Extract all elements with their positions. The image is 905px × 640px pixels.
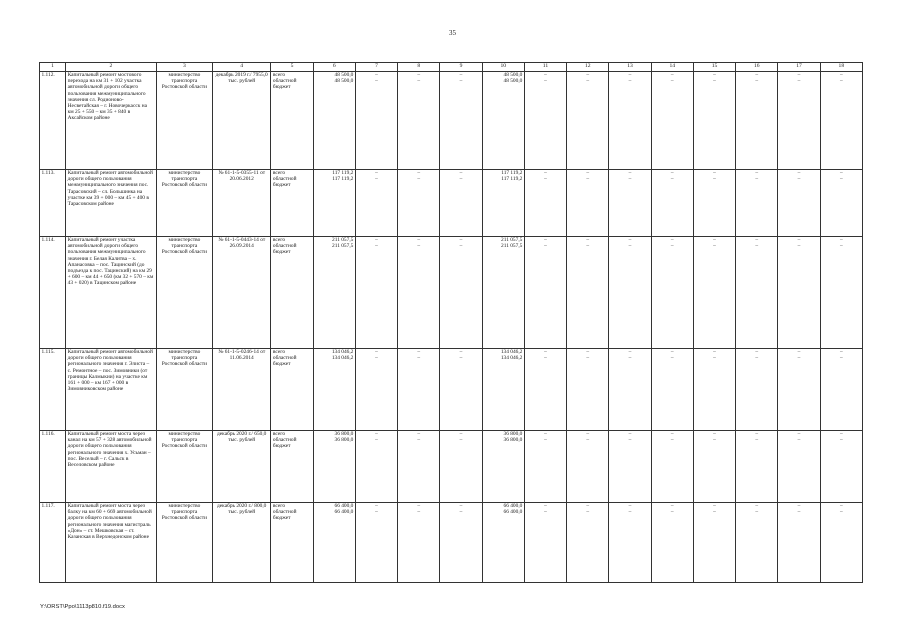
row-cell-15: – –: [693, 503, 735, 583]
row-cell-13: – –: [609, 237, 651, 349]
row-cell-16: – –: [736, 170, 778, 237]
row-cell-12: – –: [567, 237, 609, 349]
row-cell-18: – –: [820, 237, 862, 349]
row-number: 1.116.: [40, 431, 66, 503]
row-executor: министерство транспорта Ростовской области: [156, 170, 212, 237]
row-cell-18: – –: [820, 170, 862, 237]
row-sources: всего областной бюджет: [271, 503, 313, 583]
row-description: Капитальный ремонт участка автомобильной дороги общего пользования межмуниципального значения г. Белая Калитва – х. Апанасовка – пос. Тацинский (до подъезда к пос. Тацинский) на км 29 + 600 – км 44 + 650 (км 32 + 570 – км 43 + 020) в Тацинском районе: [66, 237, 157, 349]
row-executor: министерство транспорта Ростовской области: [156, 237, 212, 349]
column-header: 2: [66, 63, 157, 72]
row-cell-7: – –: [355, 72, 397, 170]
row-cell-14: – –: [651, 72, 693, 170]
row-executor: министерство транспорта Ростовской области: [156, 503, 212, 583]
row-cell-14: – –: [651, 349, 693, 431]
row-cell-7: – –: [355, 503, 397, 583]
row-cell-7: – –: [355, 431, 397, 503]
row-cell-16: – –: [736, 72, 778, 170]
column-header: 4: [213, 63, 271, 72]
row-contract: № 61-1-5-0443-14 от 26.09.2014: [213, 237, 271, 349]
row-cell-18: – –: [820, 349, 862, 431]
row-cell-6: 48 500,0 48 500,0: [313, 72, 355, 170]
row-cell-8: – –: [398, 72, 440, 170]
row-executor: министерство транспорта Ростовской области: [156, 349, 212, 431]
row-cell-10: 66 400,0 66 400,0: [482, 503, 524, 583]
row-cell-13: – –: [609, 349, 651, 431]
row-number: 1.115.: [40, 349, 66, 431]
row-cell-18: – –: [820, 72, 862, 170]
row-sources: всего областной бюджет: [271, 170, 313, 237]
row-cell-17: – –: [778, 431, 820, 503]
row-cell-10: 36 800,0 36 800,0: [482, 431, 524, 503]
row-cell-11: – –: [524, 72, 566, 170]
column-header: 1: [40, 63, 66, 72]
row-cell-10: 211 057,5 211 057,5: [482, 237, 524, 349]
row-cell-17: – –: [778, 237, 820, 349]
row-cell-8: – –: [398, 503, 440, 583]
row-cell-9: – –: [440, 72, 482, 170]
column-header: 9: [440, 63, 482, 72]
row-cell-9: – –: [440, 170, 482, 237]
row-sources: всего областной бюджет: [271, 237, 313, 349]
row-contract: декабрь 2020 г./ 800,0 тыс. рублей: [213, 503, 271, 583]
row-cell-7: – –: [355, 349, 397, 431]
column-header: 13: [609, 63, 651, 72]
budget-table: [39, 62, 863, 583]
row-cell-14: – –: [651, 170, 693, 237]
row-cell-13: – –: [609, 72, 651, 170]
row-cell-17: – –: [778, 72, 820, 170]
table-row: [40, 237, 863, 349]
row-cell-14: – –: [651, 431, 693, 503]
row-cell-6: 117 119,2 117 119,2: [313, 170, 355, 237]
row-description: Капитальный ремонт моста через балку на км 60 + 669 автомобильной дороги общего пользования регионального значения магистраль «Дон» – ст. Мешковская – ст. Казанская в Верхнедонском районе: [66, 503, 157, 583]
row-cell-12: – –: [567, 349, 609, 431]
row-cell-16: – –: [736, 503, 778, 583]
row-cell-11: – –: [524, 503, 566, 583]
row-cell-13: – –: [609, 503, 651, 583]
row-cell-11: – –: [524, 431, 566, 503]
row-contract: № 61-1-5-0246-14 от 11.06.2014: [213, 349, 271, 431]
column-header: 17: [778, 63, 820, 72]
column-header: 12: [567, 63, 609, 72]
row-cell-10: 117 119,2 117 119,2: [482, 170, 524, 237]
row-cell-6: 36 800,0 36 800,0: [313, 431, 355, 503]
column-header: 3: [156, 63, 212, 72]
column-header: 14: [651, 63, 693, 72]
row-cell-9: – –: [440, 431, 482, 503]
row-cell-17: – –: [778, 349, 820, 431]
row-executor: министерство транспорта Ростовской области: [156, 431, 212, 503]
row-cell-9: – –: [440, 349, 482, 431]
row-cell-8: – –: [398, 170, 440, 237]
column-header: 10: [482, 63, 524, 72]
row-executor: министерство транспорта Ростовской области: [156, 72, 212, 170]
row-cell-6: 211 057,5 211 057,5: [313, 237, 355, 349]
table-row: [40, 503, 863, 583]
row-contract: № 61-1-5-0355-11 от 20.06.2012: [213, 170, 271, 237]
row-cell-11: – –: [524, 349, 566, 431]
row-cell-8: – –: [398, 237, 440, 349]
page-number: 35: [449, 29, 456, 37]
row-cell-10: 48 500,0 48 500,0: [482, 72, 524, 170]
row-cell-6: 134 046,2 134 046,2: [313, 349, 355, 431]
row-cell-17: – –: [778, 503, 820, 583]
row-cell-12: – –: [567, 503, 609, 583]
row-number: 1.114.: [40, 237, 66, 349]
row-cell-16: – –: [736, 349, 778, 431]
table-row: [40, 431, 863, 503]
row-cell-15: – –: [693, 170, 735, 237]
row-cell-7: – –: [355, 170, 397, 237]
row-cell-11: – –: [524, 170, 566, 237]
table-row: [40, 72, 863, 170]
row-cell-18: – –: [820, 503, 862, 583]
row-cell-10: 134 046,2 134 046,2: [482, 349, 524, 431]
row-cell-16: – –: [736, 237, 778, 349]
row-cell-12: – –: [567, 170, 609, 237]
row-contract: декабрь 2019 г./ 7955,0 тыс. рублей: [213, 72, 271, 170]
row-description: Капитальный ремонт мостового перехода на км 31 + 102 участка автомобильной дороги общего пользования межмуниципального значения сл. Родионово-Несветайская – г. Новочеркасск на км 25 + 550 – км 35 + 840 в Аксайском районе: [66, 72, 157, 170]
column-header: 16: [736, 63, 778, 72]
row-cell-14: – –: [651, 503, 693, 583]
row-cell-15: – –: [693, 237, 735, 349]
row-cell-8: – –: [398, 431, 440, 503]
table-row: [40, 349, 863, 431]
row-number: 1.117.: [40, 503, 66, 583]
column-header: 18: [820, 63, 862, 72]
column-header: 8: [398, 63, 440, 72]
row-sources: всего областной бюджет: [271, 431, 313, 503]
row-cell-13: – –: [609, 170, 651, 237]
row-number: 1.113.: [40, 170, 66, 237]
row-description: Капитальный ремонт автомобильной дороги общего пользования межмуниципального значения пос. Тарасовский – сл. Большинка на участке км 39 + 000 – км 45 + 400 в Тарасовском районе: [66, 170, 157, 237]
table-row: [40, 170, 863, 237]
column-number-row: [40, 63, 863, 72]
row-cell-11: – –: [524, 237, 566, 349]
row-cell-16: – –: [736, 431, 778, 503]
column-header: 6: [313, 63, 355, 72]
footer-file-path: Y:\ORST\Ppo\1113p810.f19.docx: [40, 604, 125, 610]
row-cell-13: – –: [609, 431, 651, 503]
row-description: Капитальный ремонт автомобильной дороги общего пользования регионального значения г. Элиста – с. Ремонтное – пос. Зимовники (от границы Калмыкии) на участке км 161 + 000 – км 167 + 000 в Зимовниковском районе: [66, 349, 157, 431]
row-cell-15: – –: [693, 431, 735, 503]
row-cell-8: – –: [398, 349, 440, 431]
row-cell-6: 66 400,0 66 400,0: [313, 503, 355, 583]
row-sources: всего областной бюджет: [271, 72, 313, 170]
row-cell-12: – –: [567, 72, 609, 170]
column-header: 5: [271, 63, 313, 72]
column-header: 11: [524, 63, 566, 72]
row-cell-14: – –: [651, 237, 693, 349]
row-cell-9: – –: [440, 237, 482, 349]
column-header: 7: [355, 63, 397, 72]
row-cell-15: – –: [693, 349, 735, 431]
row-cell-15: – –: [693, 72, 735, 170]
row-number: 1.112.: [40, 72, 66, 170]
column-header: 15: [693, 63, 735, 72]
row-cell-18: – –: [820, 431, 862, 503]
row-cell-7: – –: [355, 237, 397, 349]
row-description: Капитальный ремонт моста через канал на км 57 + 328 автомобильной дороги общего пользования регионального значения х. Усьман – пос. Веселый – г. Сальск в Веселовском районе: [66, 431, 157, 503]
row-cell-17: – –: [778, 170, 820, 237]
row-cell-9: – –: [440, 503, 482, 583]
row-sources: всего областной бюджет: [271, 349, 313, 431]
row-contract: декабрь 2020 г./ 650,0 тыс. рублей: [213, 431, 271, 503]
row-cell-12: – –: [567, 431, 609, 503]
